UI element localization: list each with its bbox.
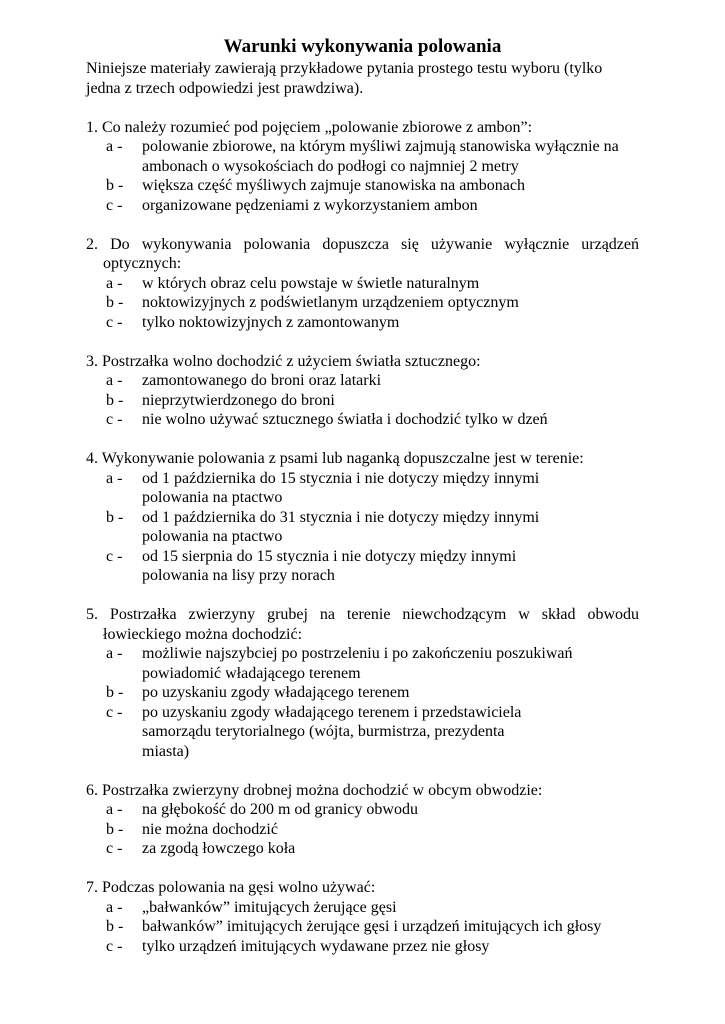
answer-item (86, 703, 639, 762)
answer-text: „bałwanków” imitujących żerujące gęsi (142, 898, 397, 916)
question-text: 4. Wykonywanie polowania z psami lub naganką dopuszczalne jest w terenie: (86, 450, 584, 467)
answer-letter: b - (106, 294, 124, 311)
answer-letter: a - (106, 801, 123, 818)
answer-letter: a - (106, 138, 123, 155)
answer-list (86, 137, 639, 215)
question-6 (86, 781, 639, 859)
answer-list (86, 644, 639, 761)
document-page (86, 36, 639, 956)
answer-item (86, 313, 639, 333)
question-3 (86, 352, 639, 430)
question-text: 2. Do wykonywania polowania dopuszcza się używanie wyłącznie urządzeń optycznych: (86, 235, 639, 272)
answer-letter: a - (106, 274, 123, 292)
answer-letter: a - (106, 645, 123, 662)
answer-item (86, 820, 639, 840)
answer-item (86, 644, 639, 683)
answer-text: nieprzytwierdzonego do broni (142, 391, 335, 409)
question-4 (86, 449, 639, 586)
question-text: 6. Postrzałka zwierzyny drobnej można dochodzić w obcym obwodzie: (86, 781, 543, 799)
answer-letter: c - (106, 411, 123, 428)
answer-item (86, 293, 639, 313)
answer-letter: b - (106, 391, 124, 409)
answer-item (86, 683, 639, 703)
document-intro: Niniejsze materiały zawierają przykładowe pytania prostego testu wyboru (tylko jedna z trzech odpowiedzi jest prawdziwa). (86, 60, 603, 97)
answer-item (86, 391, 639, 411)
question-text: 5. Postrzałka zwierzyny grubej na terenie niewchodzącym w skład obwodu łowieckiego można dochodzić: (86, 606, 639, 643)
question-text: 1. Co należy rozumieć pod pojęciem „polowanie zbiorowe z ambon”: (86, 118, 533, 136)
answer-letter: b - (106, 177, 124, 194)
answer-text: polowanie zbiorowe, na którym myśliwi zajmują stanowiska wyłącznie na ambonach o wysokościach do podłogi co najmniej 2 metry (142, 138, 619, 175)
answer-letter: c - (106, 547, 123, 565)
answer-text: możliwie najszybciej po postrzeleniu i po zakończeniu poszukiwań powiadomić władającego terenem (142, 645, 573, 682)
answer-list (86, 898, 639, 957)
answer-text: za zgodą łowczego koła (142, 840, 296, 857)
answer-text: noktowizyjnych z podświetlanym urządzeniem optycznym (142, 294, 519, 311)
answer-letter: b - (106, 684, 124, 701)
answer-letter: b - (106, 918, 124, 935)
answer-item (86, 839, 639, 859)
answer-item (86, 274, 639, 294)
answer-letter: b - (106, 820, 124, 838)
answer-letter: a - (106, 372, 123, 389)
answer-text: na głębokość do 200 m od granicy obwodu (142, 801, 418, 818)
answer-item (86, 508, 639, 547)
answer-letter: a - (106, 469, 123, 487)
answer-item (86, 176, 639, 196)
answer-item (86, 469, 639, 508)
answer-text: w których obraz celu powstaje w świetle naturalnym (142, 274, 480, 292)
answer-item (86, 898, 639, 918)
answer-text: od 1 października do 15 stycznia i nie dotyczy między innymi polowania na ptactwo (142, 469, 540, 506)
answer-list (86, 800, 639, 859)
answer-text: tylko urządzeń imitujących wydawane przez nie głosy (142, 937, 490, 955)
answer-item (86, 800, 639, 820)
question-text: 7. Podczas polowania na gęsi wolno używać: (86, 879, 376, 896)
question-1 (86, 118, 639, 216)
answer-item (86, 371, 639, 391)
question-2 (86, 235, 639, 333)
answer-letter: b - (106, 508, 124, 526)
answer-item (86, 137, 639, 176)
answer-letter: c - (106, 313, 123, 331)
answer-letter: c - (106, 937, 123, 955)
answer-item (86, 410, 639, 430)
answer-text: nie wolno używać sztucznego światła i dochodzić tylko w dzeń (142, 411, 548, 428)
answer-letter: c - (106, 196, 123, 214)
answer-list (86, 371, 639, 430)
answer-text: po uzyskaniu zgody władającego terenem (142, 684, 410, 701)
answer-text: nie można dochodzić (142, 820, 278, 838)
question-5 (86, 605, 639, 761)
answer-text: zamontowanego do broni oraz latarki (142, 372, 382, 389)
answer-item (86, 196, 639, 216)
answer-item (86, 917, 639, 937)
answer-list (86, 274, 639, 333)
answer-item (86, 547, 639, 586)
answer-list (86, 469, 639, 586)
answer-letter: c - (106, 840, 123, 857)
answer-text: po uzyskaniu zgody władającego terenem i przedstawiciela samorządu terytorialnego (wójta, burmistrza, prezydenta miasta) (142, 703, 522, 760)
answer-text: tylko noktowizyjnych z zamontowanym (142, 313, 400, 331)
answer-item (86, 937, 639, 957)
answer-text: większa część myśliwych zajmuje stanowiska na ambonach (142, 177, 525, 194)
answer-letter: c - (106, 703, 123, 721)
question-text: 3. Postrzałka wolno dochodzić z użyciem światła sztucznego: (86, 352, 481, 370)
answer-text: od 15 sierpnia do 15 stycznia i nie dotyczy między innymi polowania na lisy przy norach (142, 547, 517, 584)
document-title: Warunki wykonywania polowania (223, 36, 502, 57)
answer-text: bałwanków” imitujących żerujące gęsi i urządzeń imitujących ich głosy (142, 918, 602, 935)
answer-text: od 1 października do 31 stycznia i nie dotyczy między innymi polowania na ptactwo (142, 508, 540, 545)
answer-letter: a - (106, 898, 123, 916)
question-7 (86, 878, 639, 956)
answer-text: organizowane pędzeniami z wykorzystaniem ambon (142, 196, 478, 214)
